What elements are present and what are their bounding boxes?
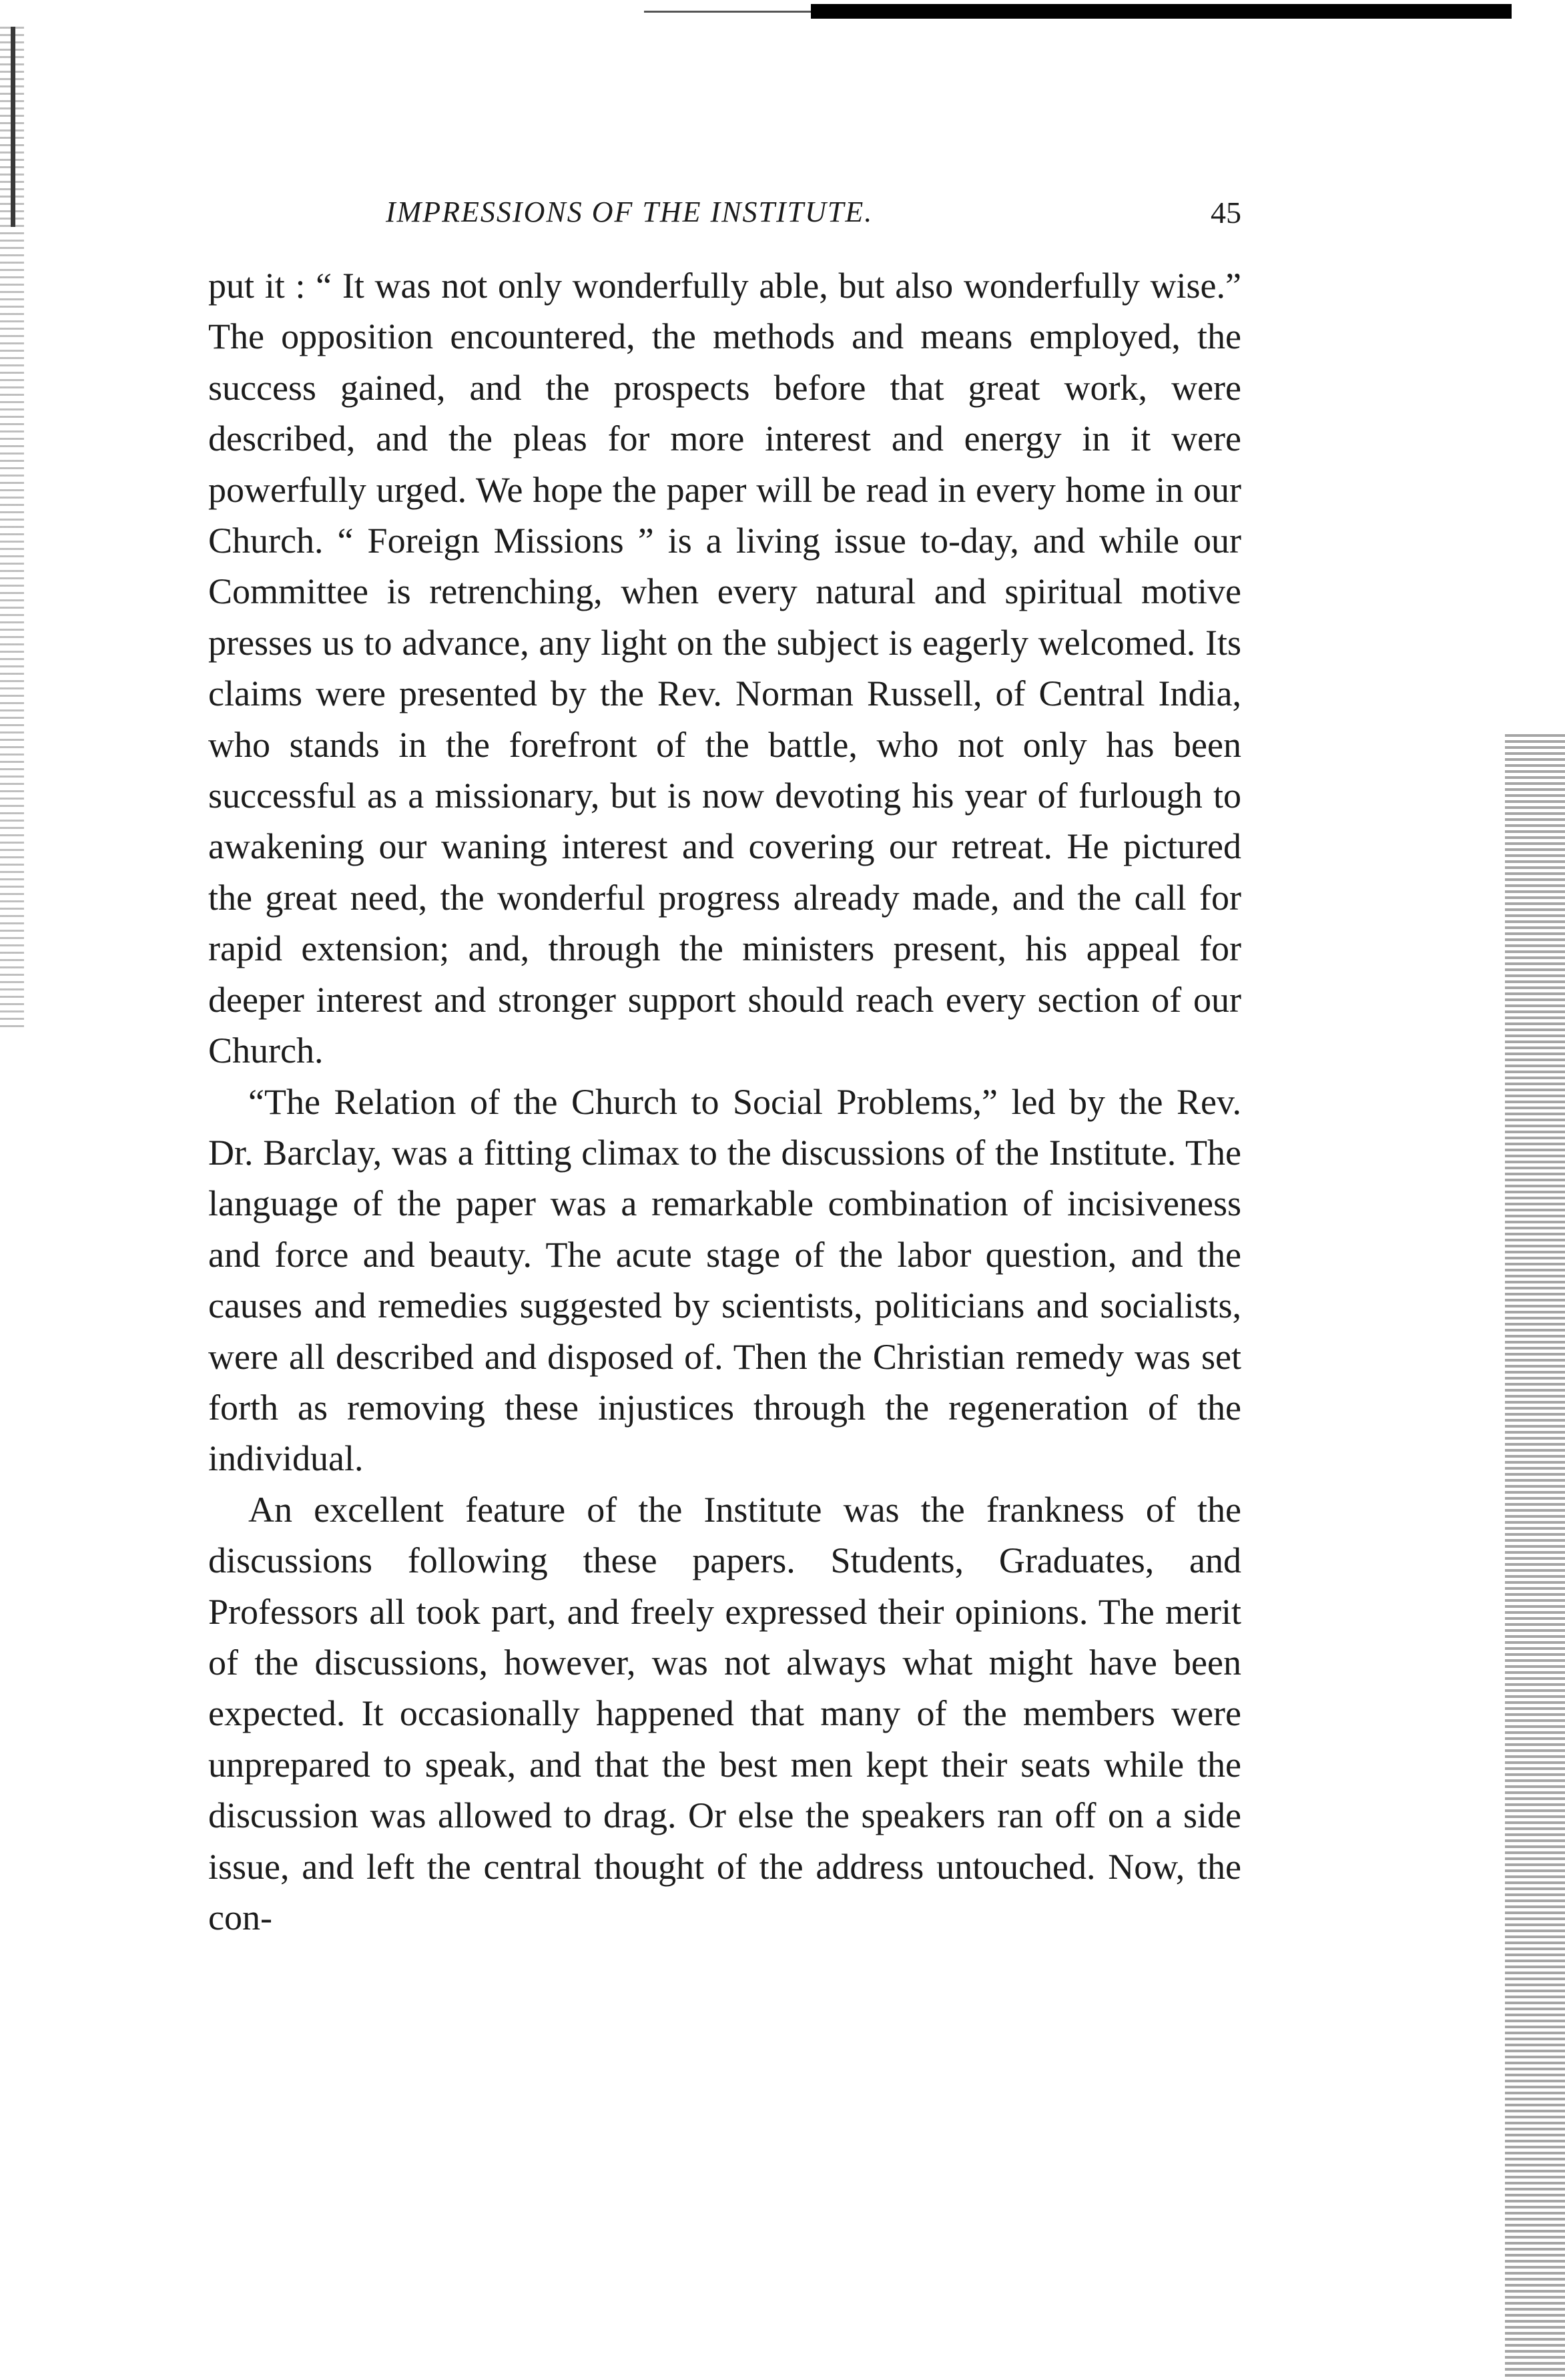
paragraph-2: “The Relation of the Church to Social Problems,” led by the Rev. Dr. Barclay, was a fitting climax to the discussions of the Institute. The language of the paper was a remarkable combination of incisiveness and force and beauty. The acute stage of the labor question, and the causes and remedies suggested by scientists, politicians and socialists, were all described and disposed of. Then the Christian remedy was set forth as removing these injustices through the regeneration of the individual.: [208, 1081, 1241, 1479]
paragraph-1: put it : “ It was not only wonderfully able, but also wonderfully wise.” The opposition encountered, the methods and means employed, the success gained, and the prospects before that great work, were described, and the pleas for more interest and energy in it were powerfully urged. We hope the paper will be read in every home in our Church. “ Foreign Missions ” is a living issue to-day, and while our Committee is retrenching, when every natural and spiritual motive presses us to advance, any light on the subject is eagerly welcomed. Its claims were presented by the Rev. Norman Russell, of Central India, who stands in the forefront of the battle, who not only has been successful as a missionary, but is now devoting his year of furlough to awakening our waning interest and covering our retreat. He pictured the great need, the wonderful progress already made, and the call for rapid extension; and, through the ministers present, his appeal for deeper interest and stronger support should reach every section of our Church.: [208, 266, 1241, 1071]
scan-border-mark: [811, 4, 1512, 19]
right-scan-edge: [1505, 734, 1565, 2380]
running-head: [214, 195, 1241, 255]
paragraph-3: An excellent feature of the Institute was the frankness of the discussions following these papers. Students, Graduates, and Professors all took part, and freely expressed their opinions. The merit of the discussions, however, was not always what might have been expected. It occasionally happened that many of the members were unprepared to speak, and that the best men kept their seats while the discussion was allowed to drag. Or else the speakers ran off on a side issue, and left the central thought of the address untouched. Now, the con-: [208, 1489, 1241, 1938]
body-text: [208, 260, 1241, 1943]
page-header-title: IMPRESSIONS OF THE INSTITUTE.: [386, 196, 874, 228]
page-number: 45: [1211, 196, 1241, 230]
left-scan-bar: [11, 27, 15, 227]
